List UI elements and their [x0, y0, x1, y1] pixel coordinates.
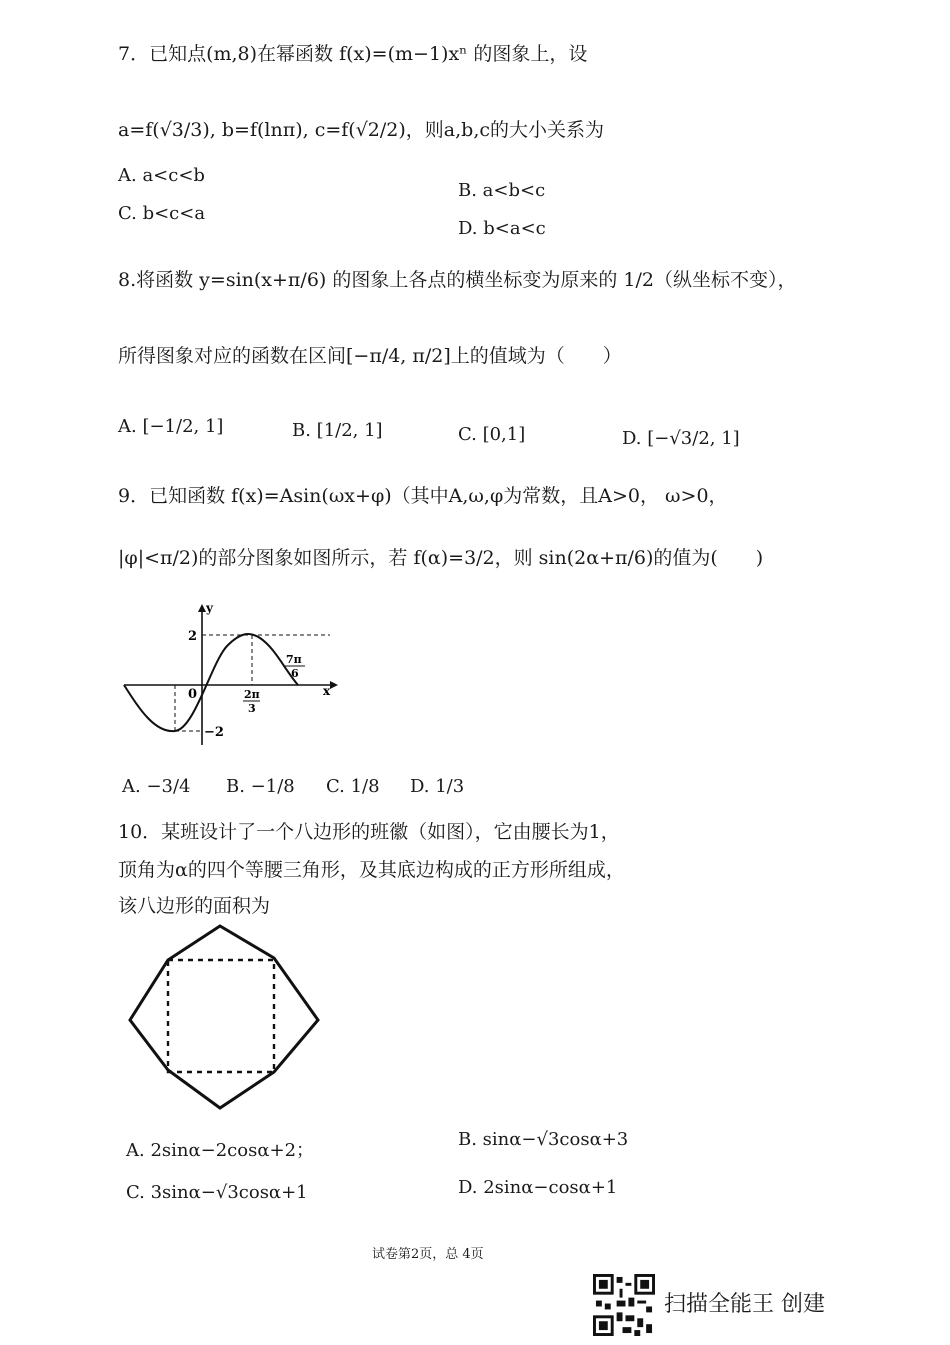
- q10-option-c: C. 3sinα−√3cosα+1: [126, 1182, 308, 1203]
- q9-stem-line1: 9．已知函数 f(x)=Asin(ωx+φ)（其中A,ω,φ为常数，且A>0， ω>0，: [118, 485, 728, 507]
- tick2-denominator: 6: [291, 667, 299, 680]
- octagon-outline: [130, 926, 318, 1108]
- q10-stem-line1: 10．某班设计了一个八边形的班徽（如图），它由腰长为1，: [118, 821, 620, 843]
- q9-sine-graph: [120, 600, 360, 750]
- q8-option-d: D. [−√3/2, 1]: [622, 428, 740, 449]
- inner-square: [168, 960, 274, 1072]
- y-label: y: [206, 601, 213, 615]
- y-axis-arrow: [198, 604, 206, 612]
- x-axis-arrow: [330, 681, 338, 689]
- tick1-numerator: 2π: [244, 688, 260, 701]
- tick2-numerator: 7π: [286, 653, 302, 666]
- page-footer: 试卷第2页，总 4页: [372, 1247, 484, 1262]
- q7-stem-line2: a=f(√3/3), b=f(lnπ), c=f(√2/2)，则a,b,c的大小关系为: [118, 119, 605, 141]
- q9-option-a: A. −3/4: [122, 776, 191, 797]
- origin-label: 0: [188, 687, 198, 702]
- q9-option-d: D. 1/3: [410, 776, 465, 797]
- q10-option-d: D. 2sinα−cosα+1: [458, 1177, 618, 1198]
- q7-option-b: B. a<b<c: [458, 180, 546, 201]
- max-label: 2: [188, 629, 198, 644]
- q8-option-b: B. [1/2, 1]: [292, 420, 383, 441]
- q9-option-b: B. −1/8: [226, 776, 295, 797]
- q9-option-c: C. 1/8: [326, 776, 380, 797]
- q10-octagon-figure: [124, 920, 324, 1116]
- q7-option-d: D. b<a<c: [458, 218, 546, 239]
- q10-stem-line3: 该八边形的面积为: [118, 895, 271, 917]
- q7-stem-line1: 7．已知点(m,8)在幂函数 f(x)=(m−1)xⁿ 的图象上，设: [118, 43, 588, 65]
- q10-option-a: A. 2sinα−2cosα+2；: [126, 1140, 315, 1161]
- q8-option-c: C. [0,1]: [458, 424, 526, 445]
- sine-curve: [124, 634, 298, 731]
- q8-stem-line1: 8.将函数 y=sin(x+π/6) 的图象上各点的横坐标变为原来的 1/2（纵坐标不变），: [118, 269, 797, 291]
- q7-option-c: C. b<c<a: [118, 203, 206, 224]
- q9-stem-line2: |φ|<π/2)的部分图象如图所示，若 f(α)=3/2，则 sin(2α+π/6)的值为( ): [118, 547, 764, 569]
- q8-option-a: A. [−1/2, 1]: [118, 416, 224, 437]
- q8-stem-line2: 所得图象对应的函数在区间[−π/4, π/2]上的值域为（ ）: [118, 345, 622, 367]
- scanner-watermark: 扫描全能王 创建: [664, 1292, 825, 1317]
- x-label: x: [323, 684, 331, 698]
- min-label: −2: [204, 725, 224, 740]
- tick1-denominator: 3: [248, 702, 256, 715]
- q10-stem-line2: 顶角为α的四个等腰三角形，及其底边构成的正方形所组成，: [118, 859, 625, 881]
- qr-code-icon: [593, 1274, 655, 1336]
- q10-option-b: B. sinα−√3cosα+3: [458, 1129, 629, 1150]
- q7-option-a: A. a<c<b: [118, 165, 205, 186]
